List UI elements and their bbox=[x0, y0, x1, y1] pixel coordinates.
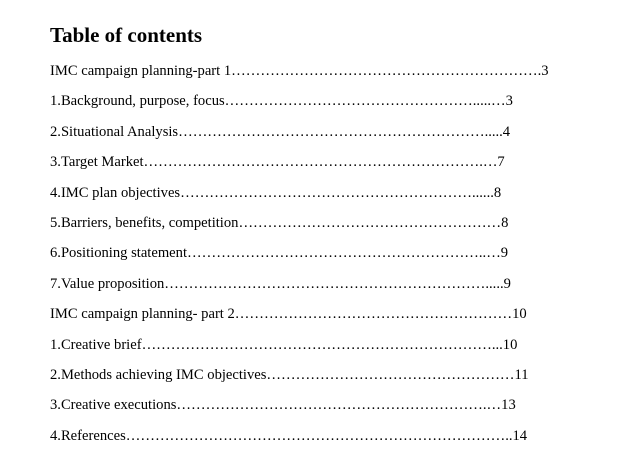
toc-entry-text: 4.IMC plan objectives……………………………………………………......8 bbox=[50, 185, 502, 201]
toc-entry bbox=[50, 183, 501, 203]
toc-title: Table of contents bbox=[50, 23, 203, 47]
toc-entry bbox=[50, 274, 511, 294]
toc-entry-text: 1.Background, purpose, focus…………………………………………….....…3 bbox=[50, 93, 513, 109]
toc-entry bbox=[50, 335, 517, 355]
toc-entry-text: 2.Methods achieving IMC objectives……………………………………………11 bbox=[50, 367, 529, 383]
toc-entry bbox=[50, 91, 513, 111]
toc-entry-text: 5.Barriers, benefits, competition………………………………………………8 bbox=[50, 215, 509, 231]
toc-entry bbox=[50, 395, 516, 415]
toc-entry bbox=[50, 213, 508, 233]
toc-entry bbox=[50, 122, 510, 142]
toc-entry-text: 7.Value proposition………………………………………………………….....9 bbox=[50, 276, 511, 292]
toc-entry bbox=[50, 152, 505, 172]
toc-entry-text: 1.Creative brief………………………………………………………………...10 bbox=[50, 337, 518, 353]
toc-entry-text: 3.Target Market…………………………………………………………….…7 bbox=[50, 154, 505, 170]
toc-entry-text: 6.Positioning statement……………………………………………………..…9 bbox=[50, 245, 509, 261]
toc-entry-text: 4.References……………………………………………………………………..14 bbox=[50, 428, 528, 444]
toc-entry-text: 2.Situational Analysis……………………………………………………….....4 bbox=[50, 124, 511, 140]
toc-entry bbox=[50, 426, 527, 446]
toc-entry-text: IMC campaign planning- part 2…………………………………………………10 bbox=[50, 306, 527, 322]
toc-entry bbox=[50, 243, 508, 263]
toc-entry-text: IMC campaign planning-part 1……………………………………………………….3 bbox=[50, 63, 549, 79]
toc-entry bbox=[50, 61, 549, 81]
toc-entry bbox=[50, 304, 527, 324]
toc-entry-text: 3.Creative executions……………………………………………………….…13 bbox=[50, 397, 516, 413]
toc-entry bbox=[50, 365, 529, 385]
